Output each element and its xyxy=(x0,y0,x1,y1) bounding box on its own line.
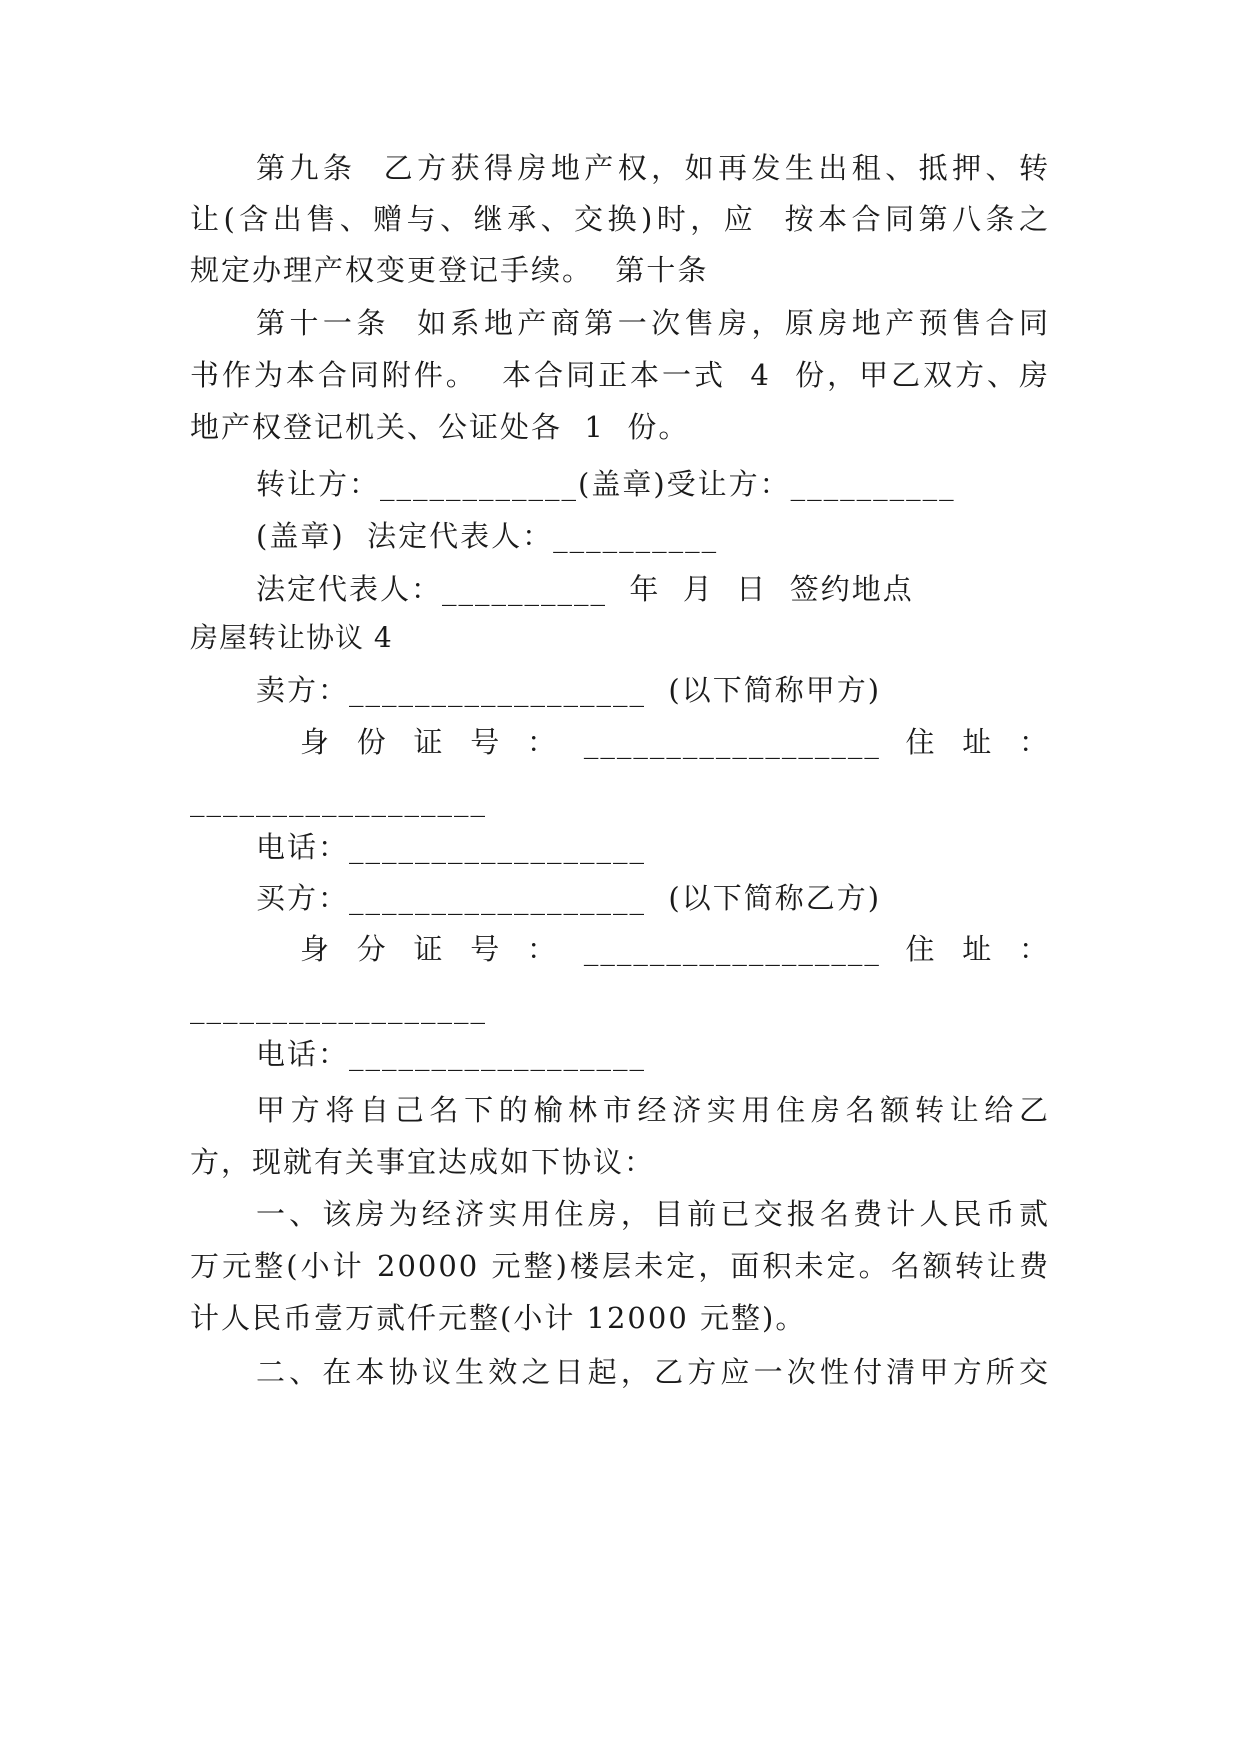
paragraph-line: 方，现就有关事宜达成如下协议： xyxy=(190,1145,656,1179)
section-heading: 房屋转让协议 4 xyxy=(190,621,393,654)
seller-line: 卖方：__________________ (以下简称甲方) xyxy=(256,673,882,707)
signature-line-transferor: 转让方：____________(盖章)受让方：__________ xyxy=(256,467,956,501)
paragraph-line: 书作为本合同附件。 本合同正本一式 4 份，甲乙双方、房 xyxy=(190,358,1050,392)
buyer-address-blank: __________________ xyxy=(190,990,487,1024)
seller-phone-line: 电话：__________________ xyxy=(256,830,647,864)
buyer-phone-line: 电话：__________________ xyxy=(256,1037,647,1071)
seller-address-blank: __________________ xyxy=(190,783,487,817)
paragraph-line: 规定办理产权变更登记手续。 第十条 xyxy=(190,253,709,287)
paragraph-line: 计人民币壹万贰仟元整(小计 12000 元整)。 xyxy=(190,1301,807,1335)
paragraph-line: 让(含出售、赠与、继承、交换)时，应 按本合同第八条之 xyxy=(190,202,1050,236)
paragraph-line: 一、该房为经济实用住房，目前已交报名费计人民币贰 xyxy=(256,1197,1050,1231)
paragraph-line: 第十一条 如系地产商第一次售房，原房地产预售合同 xyxy=(256,306,1050,340)
signature-line-date-place: 法定代表人：__________ 年 月 日 签约地点 xyxy=(256,572,914,606)
paragraph-line: 地产权登记机关、公证处各 1 份。 xyxy=(190,410,690,444)
seller-id-address-line: 身 份 证 号 ： __________________ 住 址 ： xyxy=(300,725,1050,759)
paragraph-line: 甲方将自己名下的榆林市经济实用住房名额转让给乙 xyxy=(256,1093,1050,1127)
signature-line-seal: (盖章) 法定代表人：__________ xyxy=(256,519,719,553)
buyer-id-address-line: 身 分 证 号 ： __________________ 住 址 ： xyxy=(300,932,1050,966)
paragraph-line: 万元整(小计 20000 元整)楼层未定，面积未定。名额转让费 xyxy=(190,1249,1050,1283)
paragraph-line: 第九条 乙方获得房地产权，如再发生出租、抵押、转 xyxy=(256,151,1050,185)
paragraph-line: 二、在本协议生效之日起，乙方应一次性付清甲方所交 xyxy=(256,1355,1050,1389)
buyer-line: 买方：__________________ (以下简称乙方) xyxy=(256,881,882,915)
